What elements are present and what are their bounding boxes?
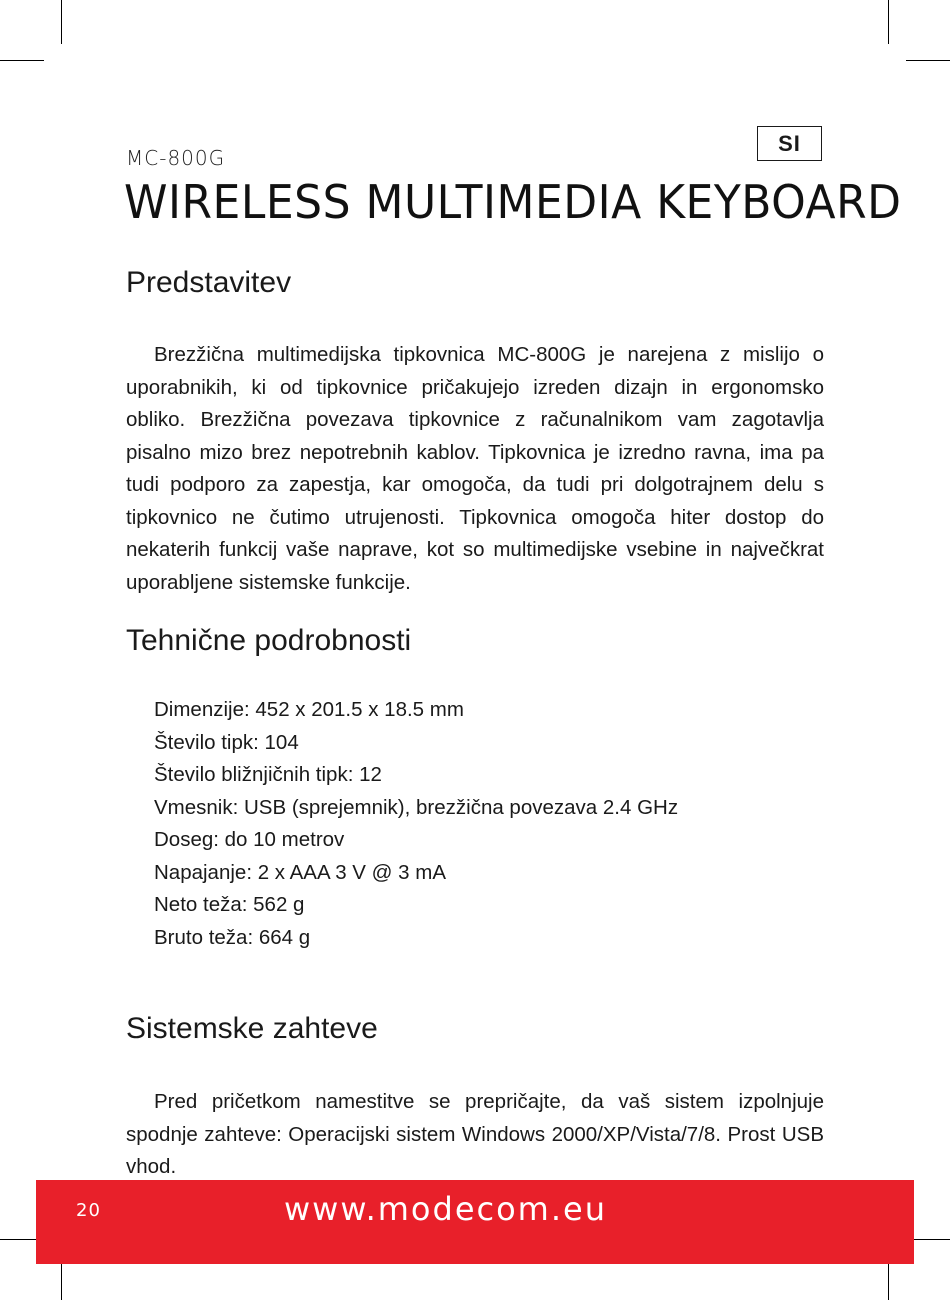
section-heading-intro: Predstavitev [126, 266, 292, 299]
language-badge: SI [757, 126, 822, 161]
page-number: 20 [76, 1200, 101, 1221]
model-number: MC-800G [126, 146, 226, 170]
specs-list [154, 694, 678, 954]
crop-mark [0, 60, 44, 61]
page-title: WIRELESS MULTIMEDIA KEYBOARD [124, 176, 902, 230]
spec-item: Neto teža: 562 g [154, 893, 305, 916]
website-link[interactable]: www.modecom.eu [284, 1190, 607, 1228]
section-heading-specs: Tehnične podrobnosti [126, 624, 412, 657]
spec-item: Število tipk: 104 [154, 730, 299, 754]
spec-item: Dimenzije: 452 x 201.5 x 18.5 mm [154, 698, 464, 721]
crop-mark [906, 60, 950, 61]
spec-item: Napajanje: 2 x AAA 3 V @ 3 mA [154, 860, 447, 884]
crop-mark [888, 0, 889, 44]
footer-bar [36, 1180, 914, 1264]
spec-item: Doseg: do 10 metrov [154, 828, 345, 851]
spec-item: Bruto teža: 664 g [154, 925, 311, 949]
requirements-paragraph: Pred pričetkom namestitve se prepričajte, da vaš sistem izpolnjuje spodnje zahteve: Operacijski sistem Windows 2000/XP/Vista/7/8. Prost USB vhod. [126, 1090, 824, 1178]
crop-mark [61, 0, 62, 44]
spec-item: Vmesnik: USB (sprejemnik), brezžična povezava 2.4 GHz [154, 795, 679, 819]
intro-paragraph: Brezžična multimedijska tipkovnica MC-800G je narejena z mislijo o uporabnikih, ki od tipkovnice pričakujejo izreden dizajn in ergonomsko obliko. Brezžična povezava tipkovnice z računalnikom vam zagotavlja pisalno mizo brez nepotrebnih kablov. Tipkovnica je izredno ravna, ima pa tudi podporo za zapestja, kar omogoča, da tudi pri dolgotrajnem delu s tipkovnico ne čutimo utrujenosti. Tipkovnica omogoča hiter dostop do nekaterih funkcij vaše naprave, kot so multimedijske vsebine in največkrat uporabljene sistemske funkcije. [126, 343, 824, 594]
spec-item: Število bližnjičnih tipk: 12 [154, 763, 382, 786]
section-heading-requirements: Sistemske zahteve [126, 1012, 378, 1045]
